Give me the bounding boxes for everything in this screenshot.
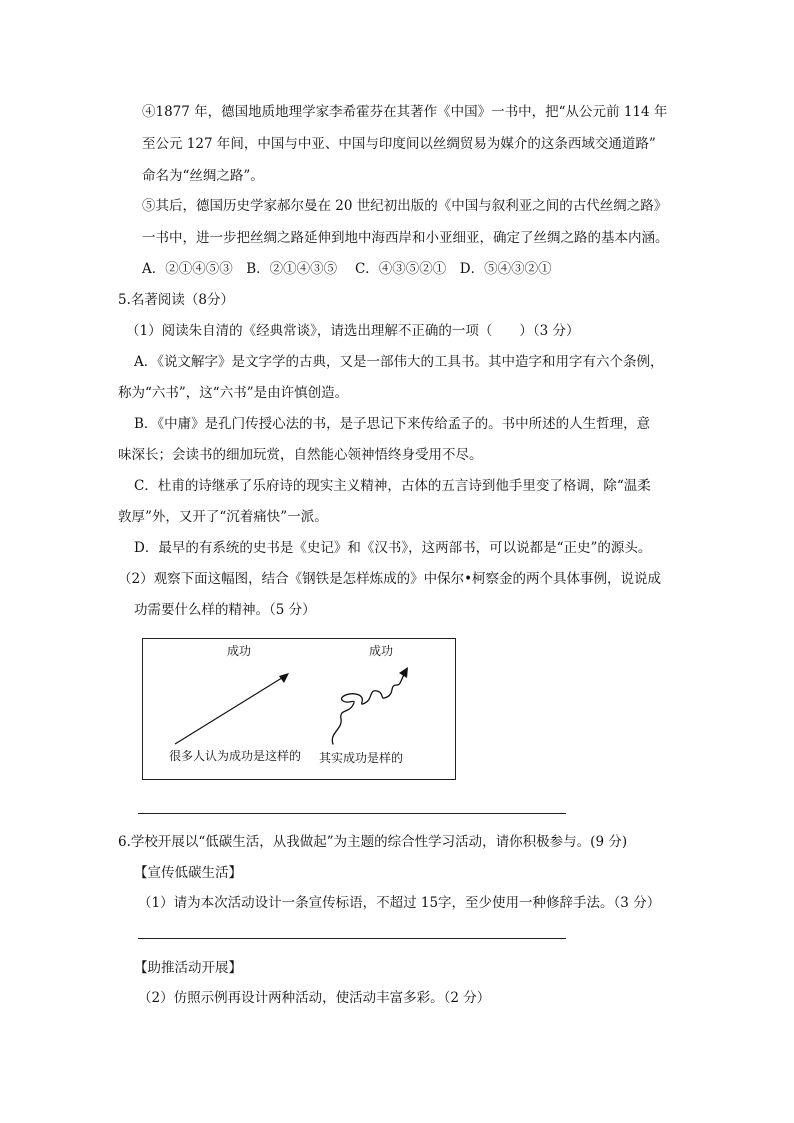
q4-item4-line2: 至公元 127 年间，中国与中亚、中国与印度间以丝绸贸易为媒介的这条西域交通道路” (142, 136, 656, 152)
q6-sub1: （1）请为本次活动设计一条宣传标语，不超过 15字，至少使用一种修辞手法。（3 分） (138, 895, 661, 911)
q5-optC-line2: 敦厚”外，又开了“沉着痛快”一派。 (118, 509, 328, 525)
q4-item5-line1: ⑤其后，德国历史学家郝尔曼在 20 世纪初出版的《中国与叙利亚之间的古代丝绸之路》 (142, 198, 668, 214)
figure-left-top-label: 成功 (227, 644, 252, 658)
q4-item4-line1: ④1877 年，德国地质地理学家李希霍芬在其著作《中国》一书中，把“从公元前 114 年 (142, 104, 668, 120)
q4-item5-line2: 一书中，进一步把丝绸之路延伸到地中海西岸和小亚细亚，确定了丝绸之路的基本内涵。 (142, 230, 669, 246)
figure-left-caption: 很多人认为成功是这样的 (169, 749, 302, 763)
q6-section2-title: 【助推活动开展】 (134, 960, 242, 976)
straight-path-arrowhead (279, 673, 289, 683)
q5-sub1: （1）阅读朱自清的《经典常谈》，请选出理解不正确的一项（ ）（3 分） (126, 323, 580, 339)
q4-options: A．②①④⑤③ B．②①④③⑤ C．④③⑤②① D．⑤④③②① (142, 261, 552, 277)
q5-optD-line1: D．最早的有系统的史书是《史记》和《汉书》，这两部书，可以说都是“正史”的源头。 (134, 540, 652, 556)
figure-right-top-label: 成功 (369, 644, 394, 658)
success-figure (142, 638, 456, 780)
q5-optA-line1: A．《说文解字》是文字学的古典，又是一部伟大的工具书。其中造字和用字有六个条例， (134, 354, 664, 370)
straight-path-line (175, 676, 285, 744)
q5-optB-line1: B．《中庸》是孔门传授心法的书，是子思记下来传给孟子的。书中所述的人生哲理，意 (134, 416, 651, 432)
q5-optB-line2: 味深长；会读书的细加玩赏，自然能心领神悟终身受用不尽。 (118, 447, 483, 463)
answer-line-q6-1[interactable] (138, 938, 566, 939)
figure-right-caption: 其实成功是样的 (319, 751, 404, 765)
q4-item4-line3: 命名为“丝绸之路”。 (142, 168, 264, 184)
q5-optC-line1: C．杜甫的诗继承了乐府诗的现实主义精神，古体的五言诗到他手里变了格调，除“温柔 (134, 478, 651, 494)
q6-heading: 6.学校开展以“低碳生活，从我做起”为主题的综合性学习活动，请你积极参与。(9 分) (118, 834, 628, 850)
answer-line-q5[interactable] (138, 813, 566, 814)
q6-section1-title: 【宣传低碳生活】 (134, 865, 242, 881)
q5-optA-line2: 称为“六书”，这“六书”是由许慎创造。 (118, 385, 349, 401)
q5-sub2-line1: （2）观察下面这幅图，结合《钢铁是怎样炼成的》中保尔•柯察金的两个具体事例，说说成 (118, 571, 662, 587)
q5-sub2-line2: 功需要什么样的精神。（5 分） (134, 602, 316, 618)
q6-sub2: （2）仿照示例再设计两种活动，使活动丰富多彩。（2 分） (138, 990, 491, 1006)
winding-path-line (332, 673, 405, 744)
q5-heading: 5.名著阅读（8分） (118, 292, 234, 308)
